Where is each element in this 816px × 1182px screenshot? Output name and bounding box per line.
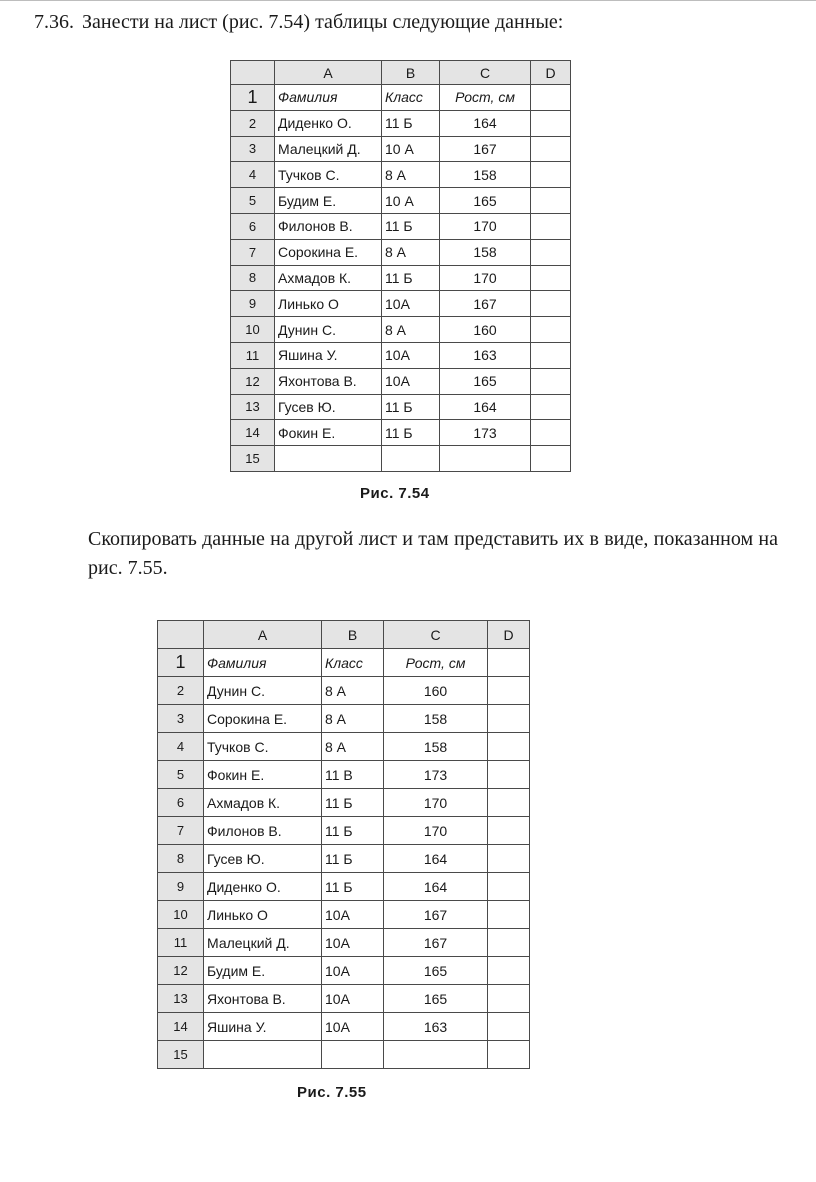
row-number: 8 xyxy=(231,265,275,291)
cell-empty xyxy=(488,873,530,901)
cell-surname: Тучков С. xyxy=(275,162,382,188)
table-row xyxy=(231,420,571,446)
cell-height: 167 xyxy=(440,291,531,317)
table-row xyxy=(231,394,571,420)
row-number: 15 xyxy=(158,1041,204,1069)
cell-empty xyxy=(488,761,530,789)
cell-class: 8 А xyxy=(382,239,440,265)
cell-surname: Диденко О. xyxy=(275,110,382,136)
table-row xyxy=(158,705,530,733)
cell-class: 8 А xyxy=(382,162,440,188)
cell-class: 8 А xyxy=(382,317,440,343)
column-header: C xyxy=(384,621,488,649)
cell-height: 158 xyxy=(440,162,531,188)
row-number: 15 xyxy=(231,446,275,472)
cell-class: 10А xyxy=(382,291,440,317)
column-header-row xyxy=(158,621,530,649)
table-row xyxy=(231,317,571,343)
cell-empty xyxy=(488,677,530,705)
cell-surname: Фамилия xyxy=(204,649,322,677)
row-number: 4 xyxy=(231,162,275,188)
table-row xyxy=(231,213,571,239)
cell-empty xyxy=(488,985,530,1013)
cell-empty xyxy=(488,957,530,985)
cell-height: 158 xyxy=(384,733,488,761)
cell-class: 8 А xyxy=(322,733,384,761)
cell-height: 158 xyxy=(440,239,531,265)
cell-height: 167 xyxy=(440,136,531,162)
cell-empty xyxy=(531,420,571,446)
cell-empty xyxy=(531,368,571,394)
cell-empty xyxy=(488,845,530,873)
cell-surname: Гусев Ю. xyxy=(275,394,382,420)
table-row xyxy=(231,265,571,291)
cell-surname: Линько О xyxy=(275,291,382,317)
cell-empty xyxy=(531,394,571,420)
table-row xyxy=(231,291,571,317)
table-row xyxy=(158,761,530,789)
cell-height: Рост, см xyxy=(440,85,531,111)
cell-surname: Яшина У. xyxy=(275,342,382,368)
cell-height: 163 xyxy=(384,1013,488,1041)
cell-height: 170 xyxy=(384,789,488,817)
cell-surname: Тучков С. xyxy=(204,733,322,761)
corner-cell xyxy=(231,61,275,85)
cell-class: 10А xyxy=(382,368,440,394)
cell-empty xyxy=(531,110,571,136)
cell-surname: Будим Е. xyxy=(275,188,382,214)
cell-empty xyxy=(488,705,530,733)
row-number: 5 xyxy=(231,188,275,214)
cell-class: 10А xyxy=(322,985,384,1013)
cell-empty xyxy=(531,85,571,111)
row-number: 3 xyxy=(158,705,204,733)
column-header: B xyxy=(382,61,440,85)
cell-empty xyxy=(531,342,571,368)
cell-surname: Ахмадов К. xyxy=(275,265,382,291)
row-number: 9 xyxy=(231,291,275,317)
cell-height: 170 xyxy=(384,817,488,845)
table-row xyxy=(231,446,571,472)
cell-surname: Малецкий Д. xyxy=(204,929,322,957)
table-row xyxy=(158,873,530,901)
cell-empty xyxy=(531,213,571,239)
cell-height: 165 xyxy=(440,368,531,394)
cell-empty xyxy=(488,1013,530,1041)
cell-surname: Будим Е. xyxy=(204,957,322,985)
table-row xyxy=(158,929,530,957)
cell-height xyxy=(384,1041,488,1069)
table-row xyxy=(158,789,530,817)
cell-height: 164 xyxy=(384,845,488,873)
cell-class: Класс xyxy=(382,85,440,111)
cell-class: 11 В xyxy=(322,761,384,789)
cell-surname: Фамилия xyxy=(275,85,382,111)
table-row xyxy=(158,649,530,677)
cell-height: 164 xyxy=(440,110,531,136)
cell-class: 10 А xyxy=(382,188,440,214)
table-row xyxy=(231,368,571,394)
cell-height: 163 xyxy=(440,342,531,368)
cell-surname: Фокин Е. xyxy=(275,420,382,446)
row-number: 10 xyxy=(231,317,275,343)
cell-height: 165 xyxy=(384,957,488,985)
cell-empty xyxy=(488,901,530,929)
row-number: 7 xyxy=(158,817,204,845)
cell-class: 10А xyxy=(382,342,440,368)
table-row xyxy=(231,188,571,214)
table-row xyxy=(231,85,571,111)
cell-surname xyxy=(275,446,382,472)
cell-surname: Малецкий Д. xyxy=(275,136,382,162)
row-number: 13 xyxy=(231,394,275,420)
top-rule xyxy=(0,0,816,1)
task-statement xyxy=(34,8,794,36)
cell-surname: Дунин С. xyxy=(275,317,382,343)
table-row xyxy=(231,110,571,136)
table-row xyxy=(158,817,530,845)
column-header: A xyxy=(275,61,382,85)
column-header: B xyxy=(322,621,384,649)
row-number: 2 xyxy=(231,110,275,136)
cell-empty xyxy=(531,265,571,291)
cell-class: 11 Б xyxy=(382,394,440,420)
column-header-row xyxy=(231,61,571,85)
row-number: 10 xyxy=(158,901,204,929)
row-number: 14 xyxy=(158,1013,204,1041)
task-text: Занести на лист (рис. 7.54) таблицы следующие данные: xyxy=(82,11,564,33)
cell-height: 173 xyxy=(384,761,488,789)
table-row xyxy=(158,1013,530,1041)
row-number: 4 xyxy=(158,733,204,761)
table-row xyxy=(158,901,530,929)
cell-surname: Гусев Ю. xyxy=(204,845,322,873)
cell-class: 11 Б xyxy=(382,265,440,291)
cell-surname xyxy=(204,1041,322,1069)
row-number: 14 xyxy=(231,420,275,446)
cell-empty xyxy=(531,317,571,343)
cell-class: 10А xyxy=(322,1013,384,1041)
cell-empty xyxy=(531,291,571,317)
cell-height: 158 xyxy=(384,705,488,733)
row-number: 7 xyxy=(231,239,275,265)
cell-class: 11 Б xyxy=(322,845,384,873)
cell-empty xyxy=(488,649,530,677)
cell-empty xyxy=(488,733,530,761)
cell-class xyxy=(322,1041,384,1069)
table-row xyxy=(158,985,530,1013)
row-number: 12 xyxy=(158,957,204,985)
row-number: 12 xyxy=(231,368,275,394)
cell-class: 11 Б xyxy=(382,213,440,239)
table-row xyxy=(231,162,571,188)
cell-empty xyxy=(531,446,571,472)
cell-surname: Дунин С. xyxy=(204,677,322,705)
spreadsheet-table-2 xyxy=(157,620,530,1069)
cell-height: 165 xyxy=(384,985,488,1013)
cell-class: 8 А xyxy=(322,677,384,705)
cell-surname: Линько О xyxy=(204,901,322,929)
cell-surname: Сорокина Е. xyxy=(204,705,322,733)
cell-height xyxy=(440,446,531,472)
column-header: D xyxy=(488,621,530,649)
cell-class: 11 Б xyxy=(322,817,384,845)
row-number: 2 xyxy=(158,677,204,705)
cell-class: 10 А xyxy=(382,136,440,162)
row-number: 6 xyxy=(231,213,275,239)
table-row xyxy=(231,342,571,368)
cell-empty xyxy=(531,239,571,265)
cell-empty xyxy=(531,188,571,214)
cell-height: 170 xyxy=(440,265,531,291)
table-row xyxy=(158,845,530,873)
cell-class: 11 Б xyxy=(382,420,440,446)
figure-caption-1: Рис. 7.54 xyxy=(360,485,430,502)
cell-height: 167 xyxy=(384,901,488,929)
column-header: D xyxy=(531,61,571,85)
cell-surname: Ахмадов К. xyxy=(204,789,322,817)
table-row xyxy=(231,136,571,162)
row-number: 1 xyxy=(158,649,204,677)
cell-class xyxy=(382,446,440,472)
row-number: 11 xyxy=(231,342,275,368)
row-number: 1 xyxy=(231,85,275,111)
table-row xyxy=(158,957,530,985)
spreadsheet-table-1 xyxy=(230,60,571,472)
cell-height: 167 xyxy=(384,929,488,957)
cell-height: 164 xyxy=(384,873,488,901)
cell-surname: Яхонтова В. xyxy=(275,368,382,394)
instruction-paragraph: Скопировать данные на другой лист и там представить их в виде, показанном на рис. 7.55. xyxy=(88,528,778,579)
row-number: 9 xyxy=(158,873,204,901)
cell-empty xyxy=(531,162,571,188)
row-number: 13 xyxy=(158,985,204,1013)
table-row xyxy=(231,239,571,265)
cell-class: 10А xyxy=(322,957,384,985)
row-number: 11 xyxy=(158,929,204,957)
cell-height: Рост, см xyxy=(384,649,488,677)
cell-class: 11 Б xyxy=(322,789,384,817)
task-number: 7.36. xyxy=(34,11,74,33)
cell-empty xyxy=(488,1041,530,1069)
cell-surname: Яшина У. xyxy=(204,1013,322,1041)
cell-empty xyxy=(488,789,530,817)
cell-surname: Фокин Е. xyxy=(204,761,322,789)
cell-surname: Сорокина Е. xyxy=(275,239,382,265)
cell-class: 8 А xyxy=(322,705,384,733)
cell-class: Класс xyxy=(322,649,384,677)
cell-surname: Филонов В. xyxy=(275,213,382,239)
cell-surname: Филонов В. xyxy=(204,817,322,845)
cell-class: 11 Б xyxy=(322,873,384,901)
cell-class: 11 Б xyxy=(382,110,440,136)
cell-empty xyxy=(488,817,530,845)
column-header: C xyxy=(440,61,531,85)
corner-cell xyxy=(158,621,204,649)
cell-surname: Яхонтова В. xyxy=(204,985,322,1013)
cell-height: 160 xyxy=(440,317,531,343)
cell-height: 173 xyxy=(440,420,531,446)
cell-surname: Диденко О. xyxy=(204,873,322,901)
cell-height: 170 xyxy=(440,213,531,239)
table-row xyxy=(158,1041,530,1069)
row-number: 5 xyxy=(158,761,204,789)
row-number: 8 xyxy=(158,845,204,873)
table-row xyxy=(158,677,530,705)
cell-height: 165 xyxy=(440,188,531,214)
cell-class: 10А xyxy=(322,929,384,957)
cell-class: 10А xyxy=(322,901,384,929)
column-header: A xyxy=(204,621,322,649)
figure-caption-2: Рис. 7.55 xyxy=(297,1084,367,1101)
cell-empty xyxy=(488,929,530,957)
row-number: 6 xyxy=(158,789,204,817)
cell-height: 164 xyxy=(440,394,531,420)
cell-empty xyxy=(531,136,571,162)
table-row xyxy=(158,733,530,761)
row-number: 3 xyxy=(231,136,275,162)
cell-height: 160 xyxy=(384,677,488,705)
